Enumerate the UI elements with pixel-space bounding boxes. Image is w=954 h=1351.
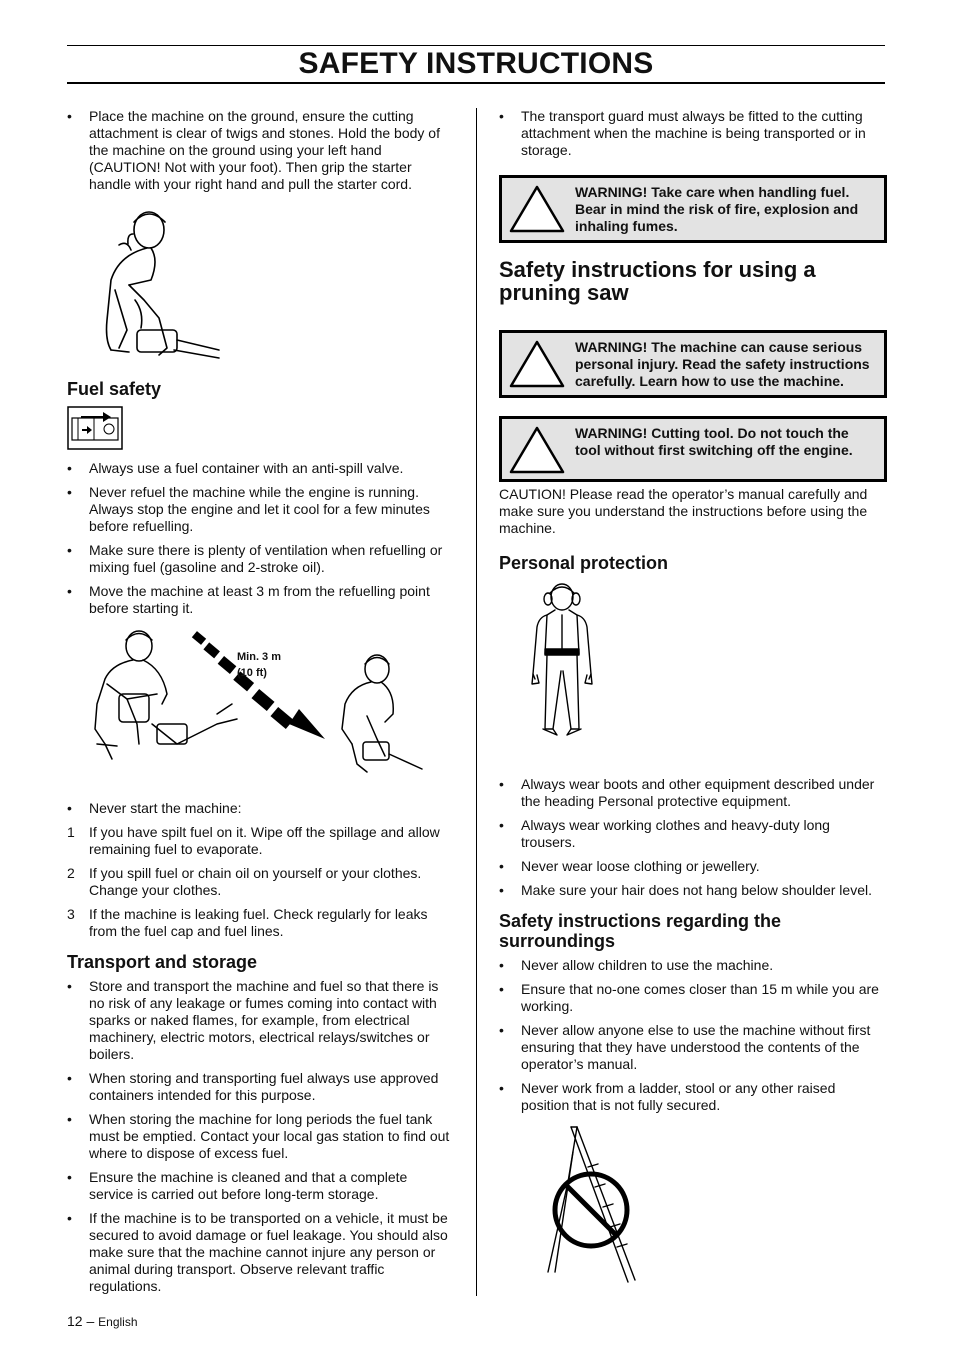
title-bar: [67, 45, 885, 84]
warning-text: WARNING! Take care when handling fuel. Bear in mind the risk of fire, explosion and inhaling fumes.: [575, 184, 859, 234]
list-item: • Never wear loose clothing or jewellery.: [499, 858, 887, 875]
distance-figure: [67, 624, 453, 784]
transport-guard-list: [499, 108, 881, 159]
list-item: • Store and transport the machine and fuel so that there is no risk of any leakage or fumes coming into contact with sparks or naked flames, for example, from electrical machinery, electric motors, electrical relays/switches or boilers.: [67, 978, 453, 1063]
fuel-pump-icon: [67, 406, 123, 450]
warning-text: WARNING! Cutting tool. Do not touch the tool without first switching off the engine.: [575, 425, 853, 458]
list-item: • Make sure your hair does not hang below shoulder level.: [499, 882, 887, 899]
fuel-safety-heading: Fuel safety: [67, 379, 162, 399]
distance-label-1: Min. 3 m: [237, 651, 282, 663]
warning-box-tool: [499, 416, 887, 482]
warning-box-fuel: [499, 175, 887, 243]
transport-heading: Transport and storage: [67, 952, 258, 972]
left-column: [67, 108, 453, 1302]
list-item: • Never start the machine:: [67, 800, 453, 817]
footer-language: English: [98, 1315, 138, 1329]
list-item: • Never refuel the machine while the engine is running. Always stop the engine and let it cool for a few minutes before refuelling.: [67, 484, 453, 535]
list-item: • Never work from a ladder, stool or any other raised position that is not fully secured.: [499, 1080, 887, 1114]
page-footer: [67, 1313, 138, 1331]
list-item: • Place the machine on the ground, ensure the cutting attachment is clear of twigs and stones. Hold the body of the machine on the ground using your left hand (CAUTION! Not with your foot). Then grip the starter handle with your right hand and pull the starter cord.: [67, 108, 451, 193]
caution-paragraph: CAUTION! Please read the operator’s manual carefully and make sure you understand the instructions before using the machine.: [499, 486, 868, 536]
warning-triangle-icon: [508, 339, 566, 389]
page-number: 12 –: [67, 1313, 95, 1329]
warning-box-injury: [499, 330, 887, 398]
right-column: [499, 108, 887, 1297]
warning-text: WARNING! The machine can cause serious personal injury. Read the safety instructions carefully. Learn how to use the machine.: [575, 339, 870, 389]
list-item: • Move the machine at least 3 m from the refuelling point before starting it.: [67, 583, 453, 617]
transport-bullet-list: [67, 978, 453, 1295]
list-item: • When storing the machine for long periods the fuel tank must be emptied. Contact your local gas station to find out where to dispose of excess fuel.: [67, 1111, 453, 1162]
list-item: • Always wear boots and other equipment described under the heading Personal protective equipment.: [499, 776, 887, 810]
distance-label-2: (10 ft): [237, 667, 267, 679]
protective-equipment-figure: [517, 579, 607, 754]
starting-machine-figure: [89, 200, 239, 365]
list-item: 3 If the machine is leaking fuel. Check regularly for leaks from the fuel cap and fuel lines.: [67, 906, 428, 939]
protection-bullet-list: [499, 776, 887, 899]
list-item: • Always use a fuel container with an anti-spill valve.: [67, 460, 453, 477]
list-item: • Make sure there is plenty of ventilation when refuelling or mixing fuel (gasoline and 2-stroke oil).: [67, 542, 453, 576]
list-item: • Never allow children to use the machine.: [499, 957, 887, 974]
list-item: 2 If you spill fuel or chain oil on yourself or your clothes. Change your clothes.: [67, 865, 422, 898]
list-item: • Always wear working clothes and heavy-duty long trousers.: [499, 817, 887, 851]
refuel-distance-illustration: [67, 624, 453, 784]
personal-protection-heading: Personal protection: [499, 553, 669, 573]
start-bullet-list: [67, 108, 451, 193]
surroundings-bullet-list: [499, 957, 887, 1114]
pruning-saw-heading: Safety instructions for using a pruning saw: [499, 257, 816, 305]
never-start-list: [67, 800, 453, 817]
column-divider: [476, 108, 477, 1296]
warning-triangle-icon: [508, 184, 566, 234]
no-ladder-icon: [543, 1122, 653, 1297]
list-item: • If the machine is to be transported on a vehicle, it must be secured to avoid damage or fuel leakage. You should also make sure that the machine cannot injure any person or animal during transport. Observe relevant traffic regulations.: [67, 1210, 453, 1295]
surroundings-heading: Safety instructions regarding the surroundings: [499, 911, 782, 951]
list-item: • The transport guard must always be fitted to the cutting attachment when the machine is being transported or in storage.: [499, 108, 881, 159]
list-item: • When storing and transporting fuel always use approved containers intended for this purpose.: [67, 1070, 453, 1104]
list-item: • Ensure that no-one comes closer than 15 m while you are working.: [499, 981, 887, 1015]
list-item: 1 If you have spilt fuel on it. Wipe off the spillage and allow remaining fuel to evaporate.: [67, 824, 440, 857]
page-title: SAFETY INSTRUCTIONS: [298, 47, 654, 80]
warning-triangle-icon: [508, 425, 566, 475]
numbered-list: [67, 824, 453, 940]
list-item: • Ensure the machine is cleaned and that a complete service is carried out before long-term storage.: [67, 1169, 453, 1203]
fuel-bullet-list: [67, 460, 453, 617]
list-item: • Never allow anyone else to use the machine without first ensuring that they have understood the contents of the operator’s manual.: [499, 1022, 887, 1073]
